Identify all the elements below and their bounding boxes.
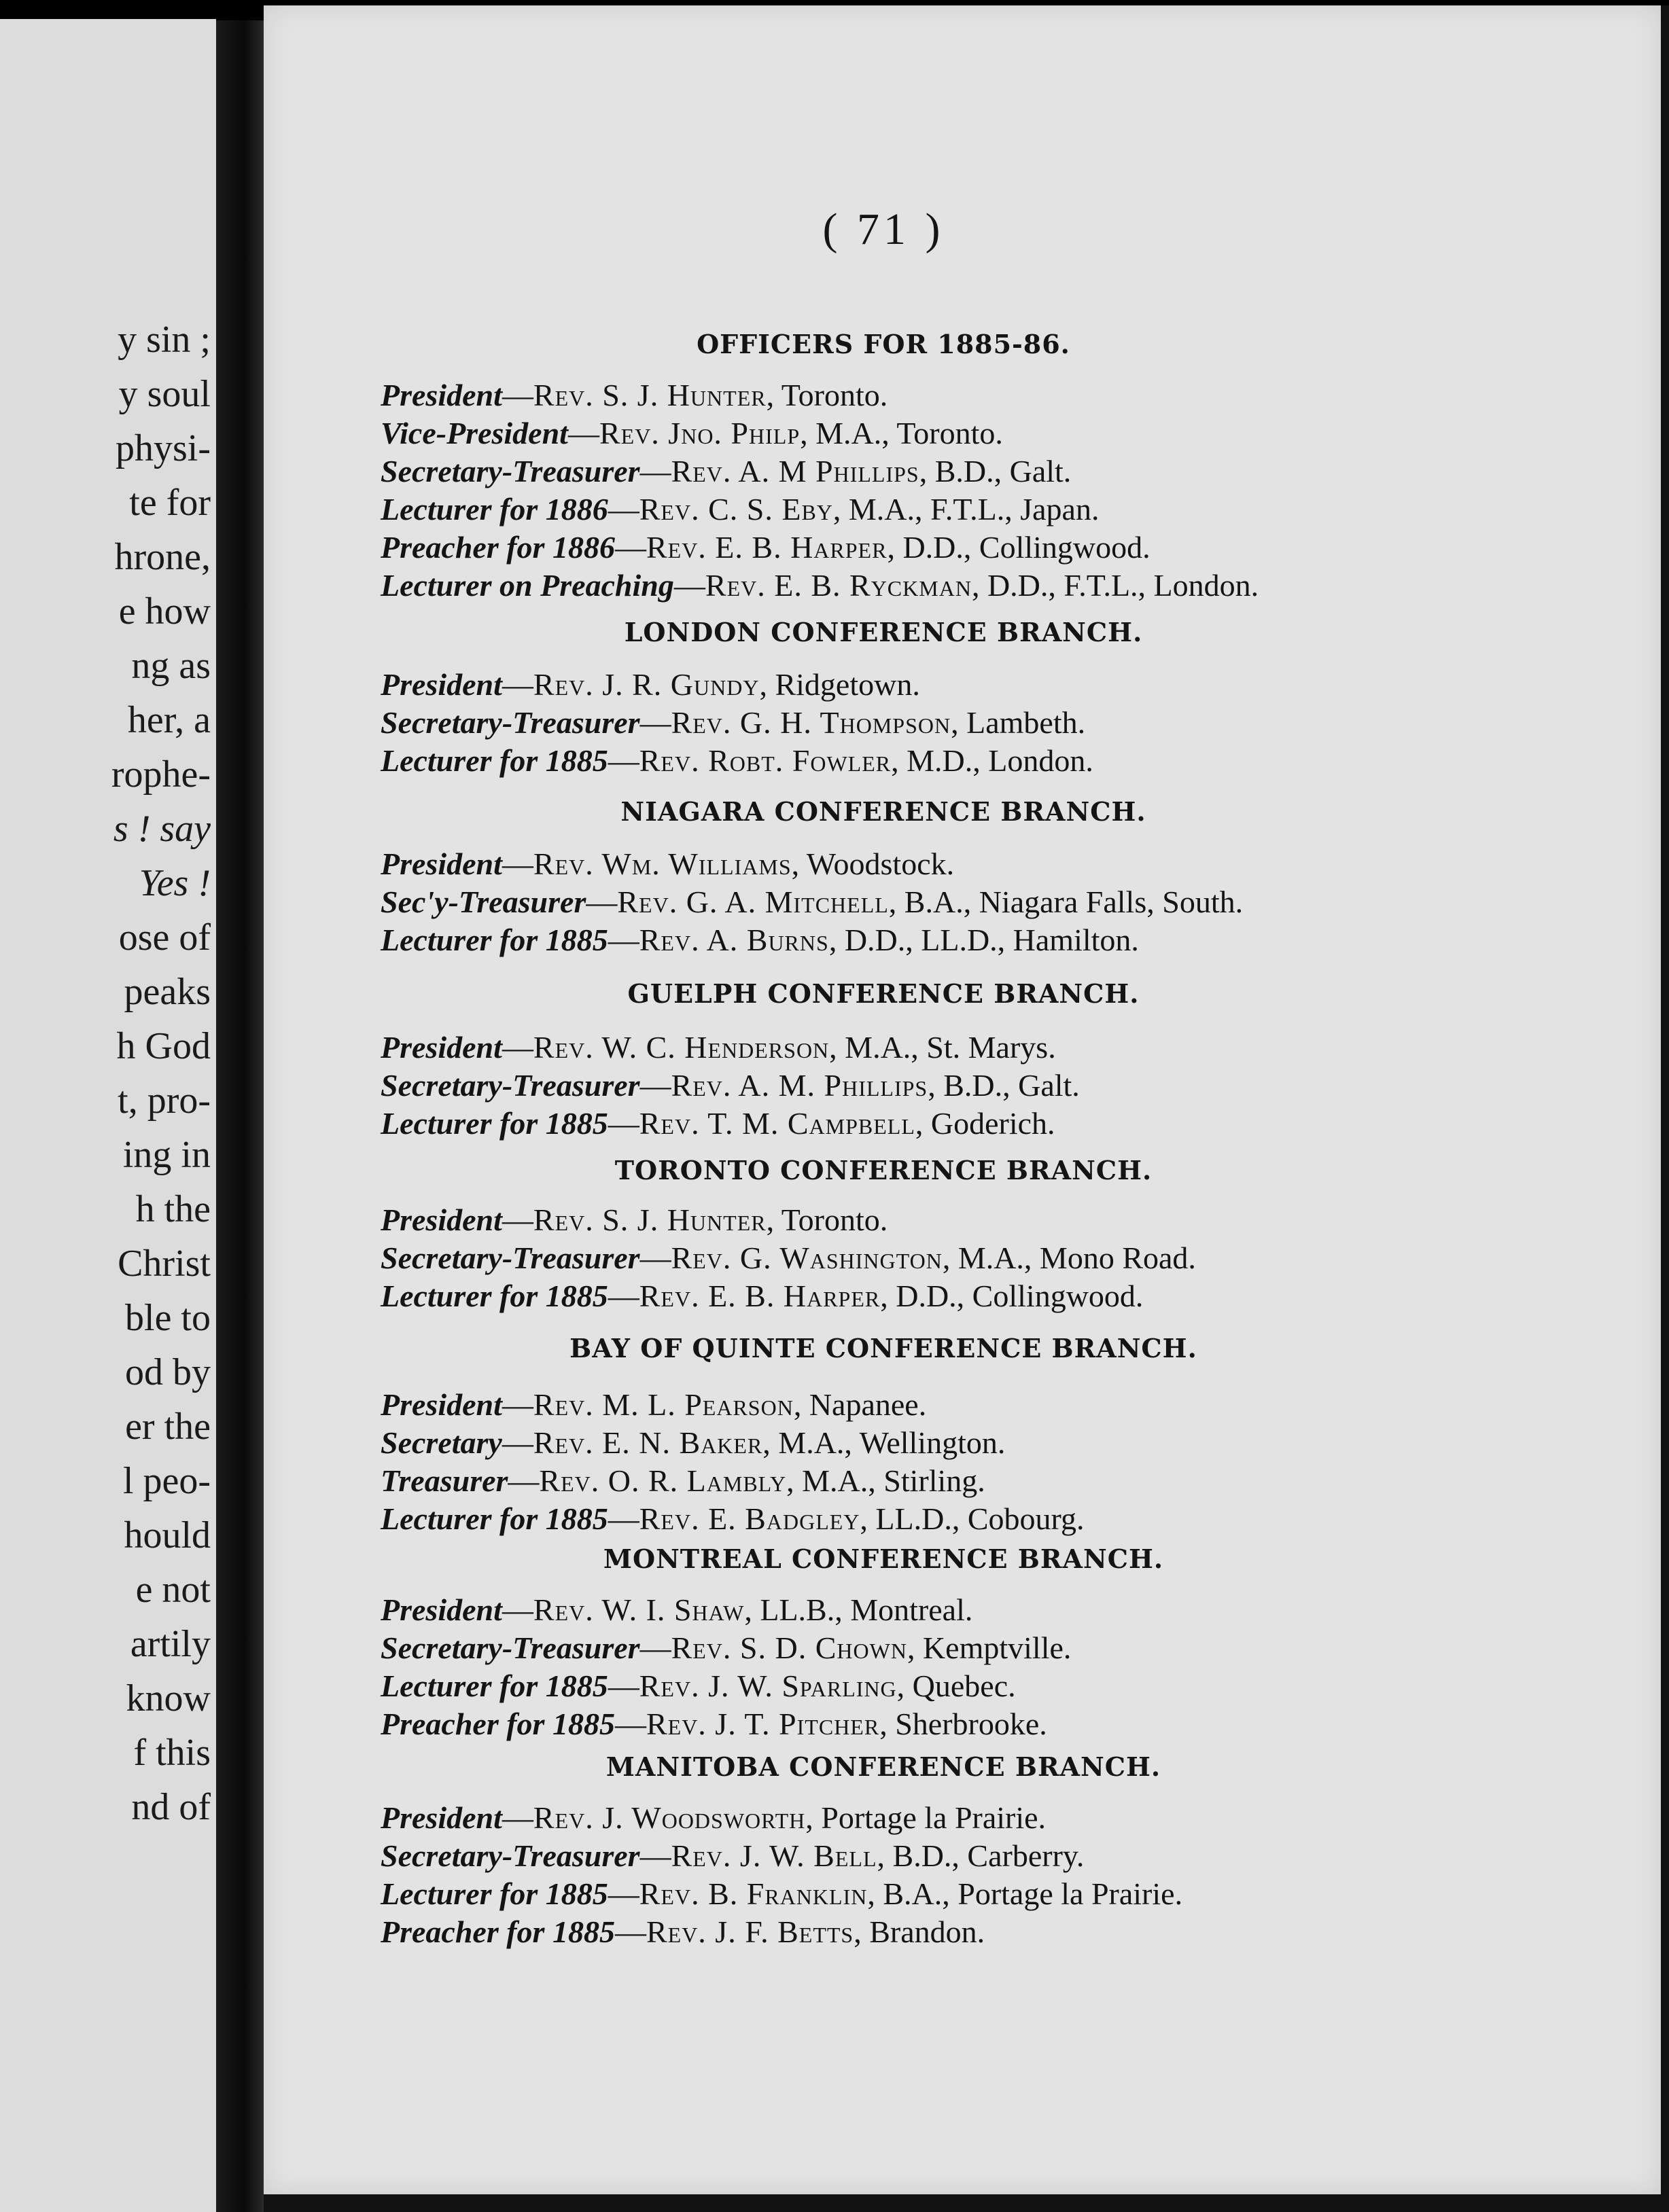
officer-name: Rev. W. I. Shaw <box>533 1592 745 1627</box>
officer-details: , D.D., LL.D., Hamilton. <box>828 923 1139 957</box>
officer-role: Vice-President <box>381 416 568 450</box>
officer-entry: President—Rev. W. I. Shaw, LL.B., Montreal. <box>381 1592 973 1627</box>
left-page-line: t, pro- <box>118 1080 211 1122</box>
scan-border <box>264 2194 1669 2212</box>
officer-name: Rev. O. R. Lambly <box>539 1463 787 1498</box>
officer-entry: President—Rev. S. J. Hunter, Toronto. <box>381 378 888 412</box>
officer-name: Rev. A. M Phillips <box>671 454 919 488</box>
officer-entry: Lecturer for 1885—Rev. A. Burns, D.D., LL.D., Hamilton. <box>381 923 1139 957</box>
officer-role: Lecturer for 1885 <box>381 1501 608 1536</box>
officer-details: , M.A., F.T.L., Japan. <box>832 492 1100 527</box>
section-heading: MANITOBA CONFERENCE BRANCH. <box>605 1751 1161 1782</box>
officer-details: , B.D., Carberry. <box>877 1838 1085 1873</box>
officer-entry: Secretary-Treasurer—Rev. G. Washington, M.A., Mono Road. <box>381 1241 1196 1275</box>
left-page-line: rophe- <box>111 753 211 796</box>
officer-name: Rev. A. Burns <box>639 923 829 957</box>
left-page-line: y soul <box>118 373 211 415</box>
officer-name: Rev. Robt. Fowler <box>639 743 892 778</box>
left-page-line: od by <box>125 1351 211 1393</box>
officer-entry: President—Rev. J. Woodsworth, Portage la Prairie. <box>381 1800 1047 1835</box>
left-page-line: te for <box>129 482 211 524</box>
officer-name: Rev. E. B. Ryckman <box>705 568 972 603</box>
officer-entry: Lecturer for 1885—Rev. E. Badgley, LL.D., Cobourg. <box>381 1501 1085 1536</box>
officer-name: Rev. G. A. Mitchell <box>617 885 889 919</box>
officer-entry: Sec'y-Treasurer—Rev. G. A. Mitchell, B.A., Niagara Falls, South. <box>381 885 1244 919</box>
officer-role: Lecturer for 1885 <box>381 1669 608 1703</box>
left-page-line: artily <box>130 1623 211 1665</box>
left-page-line: e not <box>135 1569 211 1611</box>
officer-details: , Toronto. <box>766 1202 888 1237</box>
officer-entry: Lecturer for 1885—Rev. E. B. Harper, D.D., Collingwood. <box>381 1279 1144 1313</box>
section-heading: LONDON CONFERENCE BRANCH. <box>624 617 1143 647</box>
left-facing-page <box>0 19 216 2212</box>
section-heading: OFFICERS FOR 1885-86. <box>697 329 1070 359</box>
left-page-line: ose of <box>118 916 211 959</box>
officer-role: President <box>381 1800 502 1835</box>
officer-name: Rev. Wm. Williams <box>533 846 792 881</box>
officer-details: , M.A., Mono Road. <box>942 1241 1196 1275</box>
left-page-line: er the <box>125 1406 211 1448</box>
section-heading: MONTREAL CONFERENCE BRANCH. <box>603 1544 1164 1574</box>
officer-name: Rev. J. W. Sparling <box>639 1669 897 1703</box>
left-page-line: nd of <box>131 1786 211 1828</box>
officer-role: Preacher for 1886 <box>381 530 615 565</box>
officer-entry: Lecturer for 1885—Rev. B. Franklin, B.A., Portage la Prairie. <box>381 1876 1183 1911</box>
officer-role: President <box>381 667 502 702</box>
officer-details: , Quebec. <box>896 1669 1016 1703</box>
officer-role: Secretary-Treasurer <box>381 1630 640 1665</box>
officer-name: Rev. J. Woodsworth <box>533 1800 806 1835</box>
officer-name: Rev. M. L. Pearson <box>533 1387 794 1422</box>
officer-entry: Preacher for 1885—Rev. J. F. Betts, Brandon. <box>381 1914 985 1949</box>
officer-entry: President—Rev. M. L. Pearson, Napanee. <box>381 1387 927 1422</box>
page-number: ( 71 ) <box>822 204 945 254</box>
officer-role: Lecturer for 1885 <box>381 1876 608 1911</box>
officer-name: Rev. J. T. Pitcher <box>646 1707 880 1741</box>
officer-role: President <box>381 1030 502 1065</box>
left-page-line: f this <box>133 1732 211 1774</box>
page-edge <box>1661 5 1669 2194</box>
officer-role: Lecturer for 1885 <box>381 1106 608 1141</box>
left-page-line: h God <box>116 1025 211 1067</box>
officer-role: Secretary-Treasurer <box>381 1838 640 1873</box>
officer-role: Treasurer <box>381 1463 508 1498</box>
left-page-line: s ! say <box>113 808 211 850</box>
officer-role: Lecturer for 1885 <box>381 743 608 778</box>
section-heading: BAY OF QUINTE CONFERENCE BRANCH. <box>569 1333 1197 1363</box>
officer-role: Secretary-Treasurer <box>381 705 640 740</box>
officer-role: Sec'y-Treasurer <box>381 885 586 919</box>
officer-entry: Secretary-Treasurer—Rev. A. M. Phillips, B.D., Galt. <box>381 1068 1080 1103</box>
officer-entry: Preacher for 1885—Rev. J. T. Pitcher, Sherbrooke. <box>381 1707 1047 1741</box>
officer-details: , Ridgetown. <box>759 667 920 702</box>
officer-role: Secretary-Treasurer <box>381 1241 640 1275</box>
officer-details: , M.A., Toronto. <box>800 416 1003 450</box>
officer-name: Rev. W. C. Henderson <box>533 1030 830 1065</box>
officer-name: Rev. S. J. Hunter <box>533 378 767 412</box>
officer-role: Preacher for 1885 <box>381 1914 615 1949</box>
officer-role: President <box>381 378 502 412</box>
left-page-line: ble to <box>125 1297 211 1339</box>
left-page-line: physi- <box>116 427 211 469</box>
left-page-line: l peo- <box>122 1460 211 1502</box>
officer-role: Lecturer for 1885 <box>381 1279 608 1313</box>
left-page-line: ng as <box>131 645 211 687</box>
officer-entry: Vice-President—Rev. Jno. Philp, M.A., Toronto. <box>381 416 1003 450</box>
officer-name: Rev. J. R. Gundy <box>533 667 760 702</box>
officer-name: Rev. S. J. Hunter <box>533 1202 767 1237</box>
officer-entry: Secretary-Treasurer—Rev. J. W. Bell, B.D., Carberry. <box>381 1838 1085 1873</box>
officer-entry: Treasurer—Rev. O. R. Lambly, M.A., Stirling. <box>381 1463 985 1498</box>
officer-details: , Goderich. <box>915 1106 1055 1141</box>
officer-name: Rev. E. Badgley <box>639 1501 860 1536</box>
officer-role: Lecturer for 1886 <box>381 492 608 527</box>
officer-role: Preacher for 1885 <box>381 1707 615 1741</box>
left-page-line: hould <box>124 1514 211 1556</box>
officer-details: , D.D., F.T.L., London. <box>971 568 1259 603</box>
left-page-line: Yes ! <box>139 862 211 904</box>
officer-details: , B.D., Galt. <box>919 454 1072 488</box>
officer-name: Rev. C. S. Eby <box>639 492 833 527</box>
officer-entry: President—Rev. W. C. Henderson, M.A., St. Marys. <box>381 1030 1056 1065</box>
officer-details: , LL.D., Cobourg. <box>860 1501 1085 1536</box>
officer-entry: Lecturer on Preaching—Rev. E. B. Ryckman, D.D., F.T.L., London. <box>381 568 1259 603</box>
left-page-line: hrone, <box>114 536 211 578</box>
officer-entry: Preacher for 1886—Rev. E. B. Harper, D.D., Collingwood. <box>381 530 1150 565</box>
officer-role: Lecturer for 1885 <box>381 923 608 957</box>
officer-entry: Secretary-Treasurer—Rev. A. M Phillips, B.D., Galt. <box>381 454 1072 488</box>
officer-details: , D.D., Collingwood. <box>880 1279 1144 1313</box>
officer-details: , Brandon. <box>854 1914 985 1949</box>
officer-details: , Woodstock. <box>791 846 955 881</box>
officer-name: Rev. E. B. Harper <box>646 530 888 565</box>
officer-entry: President—Rev. S. J. Hunter, Toronto. <box>381 1202 888 1237</box>
officer-role: President <box>381 1202 502 1237</box>
officer-entry: Secretary-Treasurer—Rev. S. D. Chown, Kemptville. <box>381 1630 1072 1665</box>
officer-role: Secretary-Treasurer <box>381 454 640 488</box>
officer-name: Rev. G. H. Thompson <box>671 705 951 740</box>
book-gutter <box>216 20 264 2212</box>
officer-name: Rev. T. M. Campbell <box>639 1106 915 1141</box>
officer-details: , B.D., Galt. <box>928 1068 1080 1103</box>
section-heading: TORONTO CONFERENCE BRANCH. <box>614 1155 1153 1185</box>
officer-details: , Napanee. <box>793 1387 927 1422</box>
officer-name: Rev. G. Washington <box>671 1241 943 1275</box>
left-page-line: e how <box>118 590 211 632</box>
section-heading: NIAGARA CONFERENCE BRANCH. <box>620 796 1146 827</box>
left-page-line: ing in <box>122 1134 211 1176</box>
officer-role: Lecturer on Preaching <box>381 568 674 603</box>
officer-details: , B.A., Portage la Prairie. <box>867 1876 1183 1911</box>
officer-role: President <box>381 1592 502 1627</box>
officer-entry: Secretary—Rev. E. N. Baker, M.A., Wellington. <box>381 1425 1006 1460</box>
officer-details: , LL.B., Montreal. <box>744 1592 973 1627</box>
officer-name: Rev. S. D. Chown <box>671 1630 907 1665</box>
officer-details: , M.A., Stirling. <box>786 1463 985 1498</box>
officer-name: Rev. J. W. Bell <box>671 1838 877 1873</box>
officer-details: , D.D., Collingwood. <box>887 530 1150 565</box>
officer-details: , M.A., Wellington. <box>762 1425 1006 1460</box>
officer-entry: Secretary-Treasurer—Rev. G. H. Thompson, Lambeth. <box>381 705 1086 740</box>
officer-role: President <box>381 1387 502 1422</box>
left-page-line: peaks <box>124 971 211 1013</box>
officer-details: , B.A., Niagara Falls, South. <box>888 885 1244 919</box>
officer-name: Rev. E. N. Baker <box>533 1425 763 1460</box>
officer-entry: President—Rev. J. R. Gundy, Ridgetown. <box>381 667 920 702</box>
officer-name: Rev. Jno. Philp <box>599 416 801 450</box>
officer-details: , Lambeth. <box>951 705 1086 740</box>
officer-details: , Sherbrooke. <box>879 1707 1047 1741</box>
officer-entry: Lecturer for 1886—Rev. C. S. Eby, M.A., F.T.L., Japan. <box>381 492 1100 527</box>
officer-name: Rev. J. F. Betts <box>646 1914 854 1949</box>
officer-entry: President—Rev. Wm. Williams, Woodstock. <box>381 846 955 881</box>
left-page-line: y sin ; <box>118 319 211 361</box>
officer-details: , Toronto. <box>766 378 888 412</box>
left-page-line: Christ <box>118 1243 211 1285</box>
officer-role: Secretary <box>381 1425 502 1460</box>
officer-entry: Lecturer for 1885—Rev. J. W. Sparling, Quebec. <box>381 1669 1016 1703</box>
officer-name: Rev. B. Franklin <box>639 1876 868 1911</box>
officer-details: , M.A., St. Marys. <box>829 1030 1056 1065</box>
officer-name: Rev. E. B. Harper <box>639 1279 881 1313</box>
officer-role: President <box>381 846 502 881</box>
officer-details: , M.D., London. <box>891 743 1093 778</box>
left-page-line: her, a <box>127 699 211 741</box>
officer-role: Secretary-Treasurer <box>381 1068 640 1103</box>
officer-details: , Portage la Prairie. <box>805 1800 1047 1835</box>
officer-entry: Lecturer for 1885—Rev. T. M. Campbell, Goderich. <box>381 1106 1055 1141</box>
officer-name: Rev. A. M. Phillips <box>671 1068 928 1103</box>
officer-entry: Lecturer for 1885—Rev. Robt. Fowler, M.D., London. <box>381 743 1093 778</box>
section-heading: GUELPH CONFERENCE BRANCH. <box>627 978 1140 1009</box>
left-page-line: h the <box>135 1188 211 1230</box>
left-page-line: know <box>126 1677 211 1719</box>
officer-details: , Kemptville. <box>907 1630 1072 1665</box>
